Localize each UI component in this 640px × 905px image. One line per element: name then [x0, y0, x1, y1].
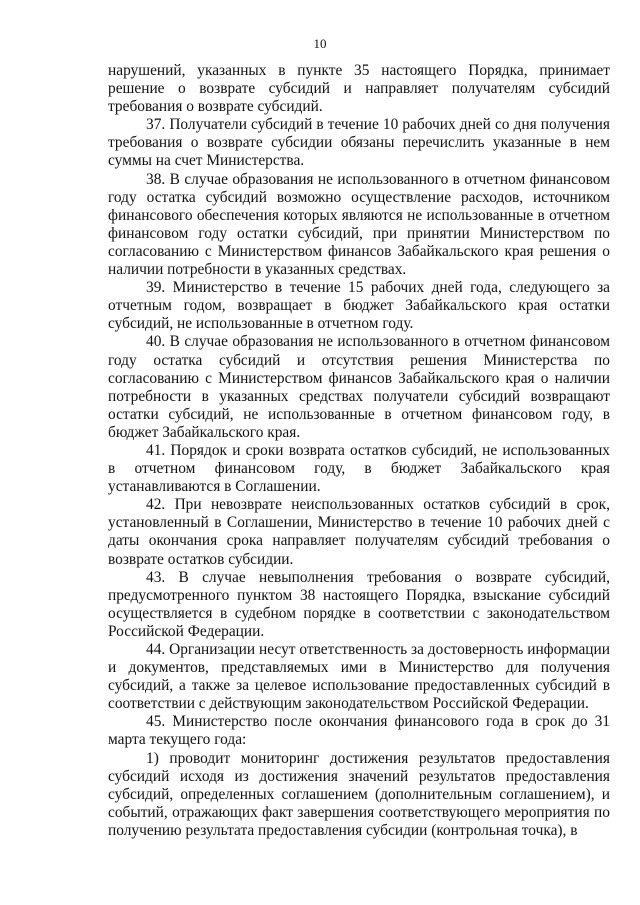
paragraph-43: 43. В случае невыполнения требования о возврате субсидий, предусмотренного пунктом 38 настоящего Порядка, взыскание субсидий осуществляется в судебном порядке в соответствии с законодательством Российской Федерации.: [108, 568, 610, 640]
paragraph-36-continuation: нарушений, указанных в пункте 35 настоящего Порядка, принимает решение о возврате субсидий и направляет получателям субсидий требования о возврате субсидий.: [108, 62, 610, 116]
paragraph-42: 42. При невозврате неиспользованных остатков субсидий в срок, установленный в Соглашении, Министерство в течение 10 рабочих дней с даты окончания срока направляет получателям субсидий требования о возврате остатков субсидии.: [108, 496, 610, 568]
paragraph-45: 45. Министерство после окончания финансового года в срок до 31 марта текущего года:: [108, 713, 610, 749]
paragraph-37: 37. Получатели субсидий в течение 10 рабочих дней со дня получения требования о возврате субсидии обязаны перечислить указанные в нем суммы на счет Министерства.: [108, 116, 610, 170]
paragraph-40: 40. В случае образования не использованного в отчетном финансовом году остатка субсидий и отсутствия решения Министерства по согласованию с Министерством финансов Забайкальского края о наличии потребности в указанных средствах получатели субсидий возвращают остатки субсидий, не использованные в отчетном финансовом году, в бюджет Забайкальского края.: [108, 333, 610, 441]
paragraph-41: 41. Порядок и сроки возврата остатков субсидий, не использованных в отчетном финансовом году, в бюджет Забайкальского края устанавливаются в Соглашении.: [108, 441, 610, 496]
paragraph-39: 39. Министерство в течение 15 рабочих дней года, следующего за отчетным годом, возвращает в бюджет Забайкальского края остатки субсидий, не использованные в отчетном году.: [108, 279, 610, 333]
page-number: 10: [313, 36, 327, 51]
paragraph-38: 38. В случае образования не использованного в отчетном финансовом году остатка субсидий возможно осуществление расходов, источником финансового обеспечения которых являются не использованные в отчетном финансовом году остатки субсидий, при принятии Министерством по согласованию с Министерством финансов Забайкальского края решения о наличии потребности в указанных средствах.: [108, 170, 610, 279]
paragraph-45-item-1: 1) проводит мониторинг достижения результатов предоставления субсидий исходя из достижения значений результатов предоставления субсидий, определенных соглашением (дополнительным соглашением), и событий, отражающих факт завершения соответствующего мероприятия по получению результата предоставления субсидии (контрольная точка), в: [108, 749, 610, 839]
paragraph-44: 44. Организации несут ответственность за достоверность информации и документов, представляемых ими в Министерство для получения субсидий, а также за целевое использование предоставленных субсидий в соответствии с действующим законодательством Российской Федерации.: [108, 641, 610, 713]
document-body: [108, 62, 610, 840]
